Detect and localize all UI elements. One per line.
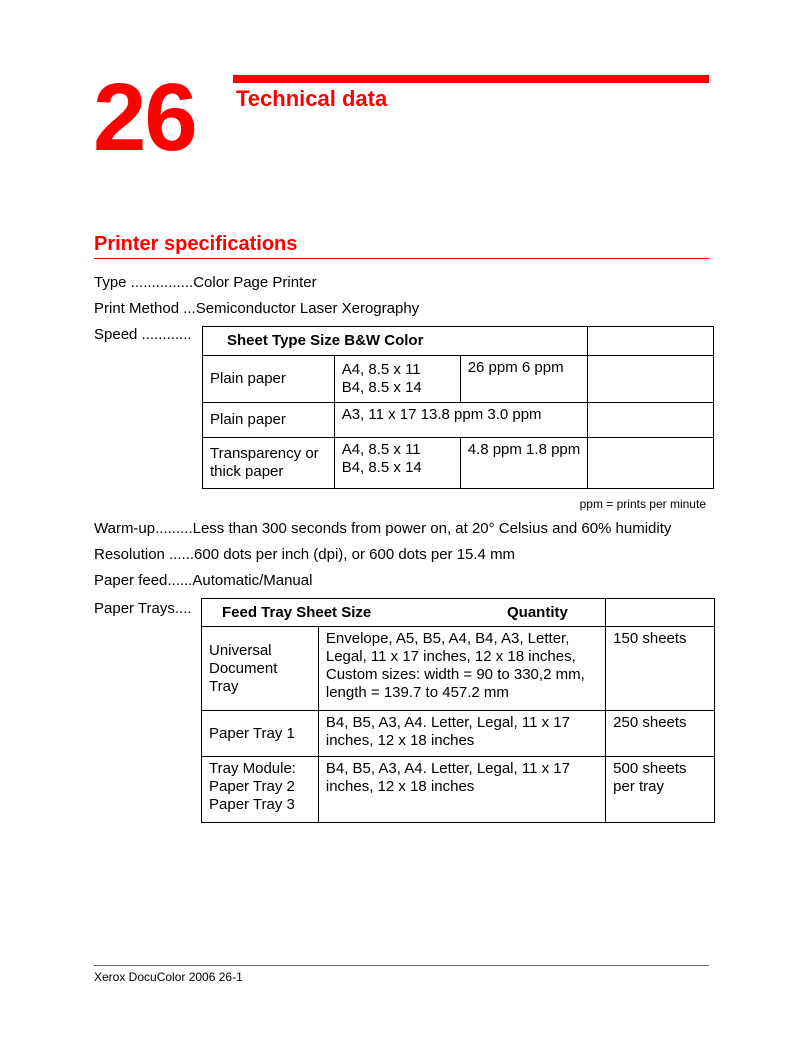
table-row <box>203 438 714 489</box>
quantity-cell: 250 sheets <box>606 711 715 757</box>
size-cell: A3, 11 x 17 13.8 ppm 3.0 ppm <box>334 403 588 438</box>
spec-paper-feed: Paper feed......Automatic/Manual <box>94 572 313 589</box>
size-cell: A4, 8.5 x 11 B4, 8.5 x 14 <box>334 438 460 489</box>
quantity-cell: 150 sheets <box>606 627 715 711</box>
table-row <box>203 356 714 403</box>
table-row <box>203 327 714 356</box>
tray-cell: Tray Module: Paper Tray 2 Paper Tray 3 <box>202 757 319 823</box>
chapter-number: 26 <box>93 64 196 171</box>
spec-print-method: Print Method ...Semiconductor Laser Xerography <box>94 300 420 317</box>
tray-cell: Universal Document Tray <box>202 627 319 711</box>
sheet-sizes-cell: B4, B5, A3, A4. Letter, Legal, 11 x 17 inches, 12 x 18 inches <box>318 711 605 757</box>
spec-type: Type ...............Color Page Printer <box>94 274 317 291</box>
spec-resolution: Resolution ......600 dots per inch (dpi), or 600 dots per 15.4 mm <box>94 546 516 563</box>
tray-cell: Paper Tray 1 <box>202 711 319 757</box>
table-row <box>202 627 715 711</box>
spec-speed-label: Speed ............ <box>94 326 192 343</box>
tray-table <box>201 598 715 823</box>
sheet-type-cell: Plain paper <box>203 403 335 438</box>
table-row <box>202 757 715 823</box>
section-title: Printer specifications <box>94 233 298 255</box>
sheet-type-cell: Plain paper <box>203 356 335 403</box>
spec-warmup: Warm-up.........Less than 300 seconds from power on, at 20° Celsius and 60% humidity <box>94 520 672 537</box>
chapter-bar <box>233 75 709 83</box>
page-footer: Xerox DocuColor 2006 26-1 <box>94 970 243 984</box>
speed-table <box>202 326 714 489</box>
speed-cell: 4.8 ppm 1.8 ppm <box>460 438 588 489</box>
sheet-sizes-cell: Envelope, A5, B5, A4, B4, A3, Letter, Legal, 11 x 17 inches, 12 x 18 inches, Custom sizes: width = 90 to 330,2 mm, length = 139.7 to 457.2 mm <box>318 627 605 711</box>
table-row <box>202 599 715 627</box>
tray-header-left: Feed Tray Sheet Size <box>222 603 372 621</box>
sheet-sizes-cell: B4, B5, A3, A4. Letter, Legal, 11 x 17 inches, 12 x 18 inches <box>318 757 605 823</box>
ppm-note: ppm = prints per minute <box>579 497 706 511</box>
sheet-type-cell: Transparency or thick paper <box>203 438 335 489</box>
spec-paper-trays-label: Paper Trays.... <box>94 600 192 617</box>
size-cell: A4, 8.5 x 11 B4, 8.5 x 14 <box>334 356 460 403</box>
footer-divider <box>94 965 709 966</box>
tray-table-header <box>202 599 606 627</box>
quantity-cell: 500 sheets per tray <box>606 757 715 823</box>
tray-header-quantity: Quantity <box>507 603 568 621</box>
table-row <box>202 711 715 757</box>
speed-table-header: Sheet Type Size B&W Color <box>203 327 461 356</box>
chapter-title: Technical data <box>236 86 388 111</box>
table-row <box>203 403 714 438</box>
speed-cell: 26 ppm 6 ppm <box>460 356 588 403</box>
section-divider <box>94 258 709 259</box>
